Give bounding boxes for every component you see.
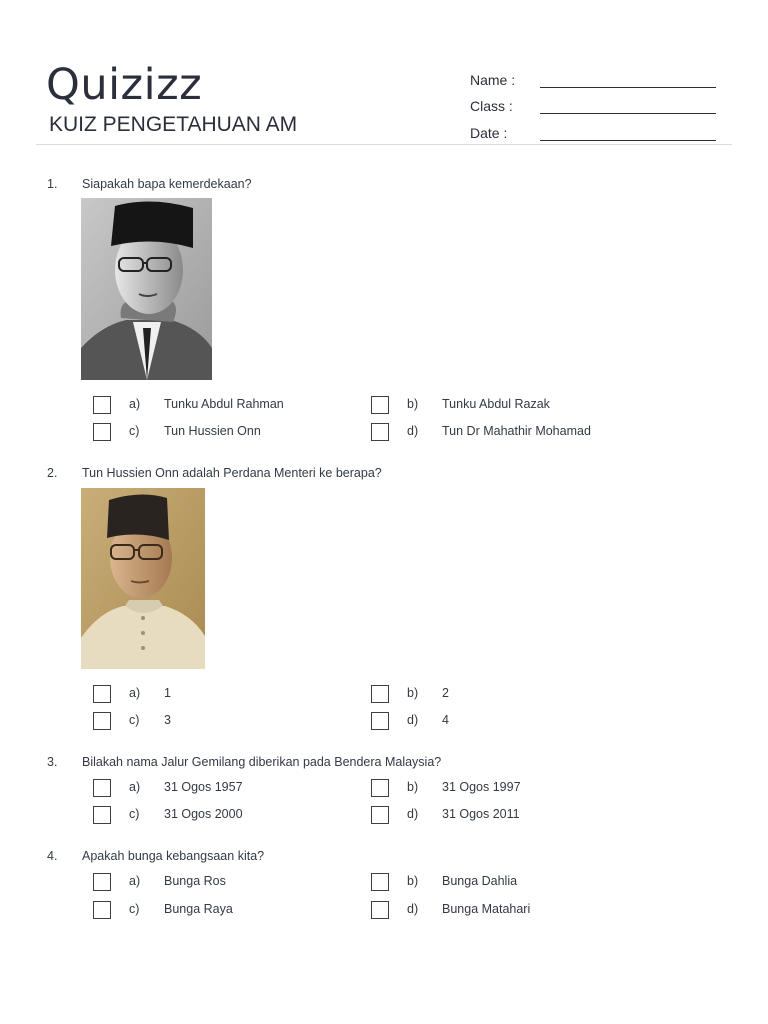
option-checkbox[interactable] [93,423,111,441]
question-text: Siapakah bapa kemerdekaan? [82,177,252,191]
option-letter: d) [407,424,419,438]
option-letter: c) [129,424,140,438]
option-checkbox[interactable] [93,712,111,730]
option-letter: b) [407,874,419,888]
option-text: Tunku Abdul Rahman [164,397,284,411]
option-text: 31 Ogos 1997 [442,780,521,794]
option-checkbox[interactable] [371,396,389,414]
option-letter: c) [129,713,140,727]
name-line[interactable] [540,87,716,88]
class-line[interactable] [540,113,716,114]
option-checkbox[interactable] [93,901,111,919]
option-text: 2 [442,686,449,700]
date-label: Date : [470,125,508,141]
option-text: 1 [164,686,171,700]
option-text: 4 [442,713,449,727]
option-letter: a) [129,686,141,700]
option-letter: b) [407,780,419,794]
option-letter: d) [407,807,419,821]
date-line[interactable] [540,140,716,141]
option-text: Bunga Matahari [442,902,531,916]
option-letter: d) [407,713,419,727]
quizizz-logo: Quizizz [46,60,203,110]
question-text: Apakah bunga kebangsaan kita? [82,849,265,863]
option-letter: d) [407,902,419,916]
option-checkbox[interactable] [371,873,389,891]
option-text: Bunga Dahlia [442,874,518,888]
option-text: 31 Ogos 2011 [442,807,520,821]
option-letter: b) [407,686,419,700]
option-text: Bunga Raya [164,902,233,916]
option-text: 3 [164,713,171,727]
question-number: 1. [47,177,58,191]
class-field[interactable] [470,98,718,118]
question-number: 2. [47,466,58,480]
quiz-title: KUIZ PENGETAHUAN AM [49,113,298,136]
option-letter: c) [129,902,140,916]
option-checkbox[interactable] [371,901,389,919]
class-label: Class : [470,98,513,114]
portrait-photo-1 [81,198,212,380]
option-text: Tunku Abdul Razak [442,397,550,411]
option-letter: a) [129,397,141,411]
option-letter: c) [129,807,140,821]
date-field[interactable] [470,125,718,145]
option-checkbox[interactable] [371,779,389,797]
option-text: Tun Dr Mahathir Mohamad [442,424,591,438]
option-checkbox[interactable] [93,806,111,824]
portrait-image [81,488,205,669]
option-checkbox[interactable] [93,685,111,703]
option-checkbox[interactable] [93,396,111,414]
question-number: 3. [47,755,58,769]
option-checkbox[interactable] [371,712,389,730]
name-field[interactable] [470,72,718,92]
option-text: 31 Ogos 2000 [164,807,243,821]
option-text: Bunga Ros [164,874,226,888]
option-letter: a) [129,874,141,888]
option-text: Tun Hussien Onn [164,424,261,438]
question-text: Tun Hussien Onn adalah Perdana Menteri ke berapa? [82,466,382,480]
option-checkbox[interactable] [93,779,111,797]
option-text: 31 Ogos 1957 [164,780,243,794]
option-checkbox[interactable] [371,806,389,824]
question-number: 4. [47,849,58,863]
option-checkbox[interactable] [371,685,389,703]
name-label: Name : [470,72,516,88]
question-text: Bilakah nama Jalur Gemilang diberikan pada Bendera Malaysia? [82,755,442,769]
header-divider [36,144,732,145]
portrait-photo-2 [81,488,205,669]
option-checkbox[interactable] [371,423,389,441]
portrait-image [81,198,212,380]
option-checkbox[interactable] [93,873,111,891]
option-letter: b) [407,397,419,411]
option-letter: a) [129,780,141,794]
